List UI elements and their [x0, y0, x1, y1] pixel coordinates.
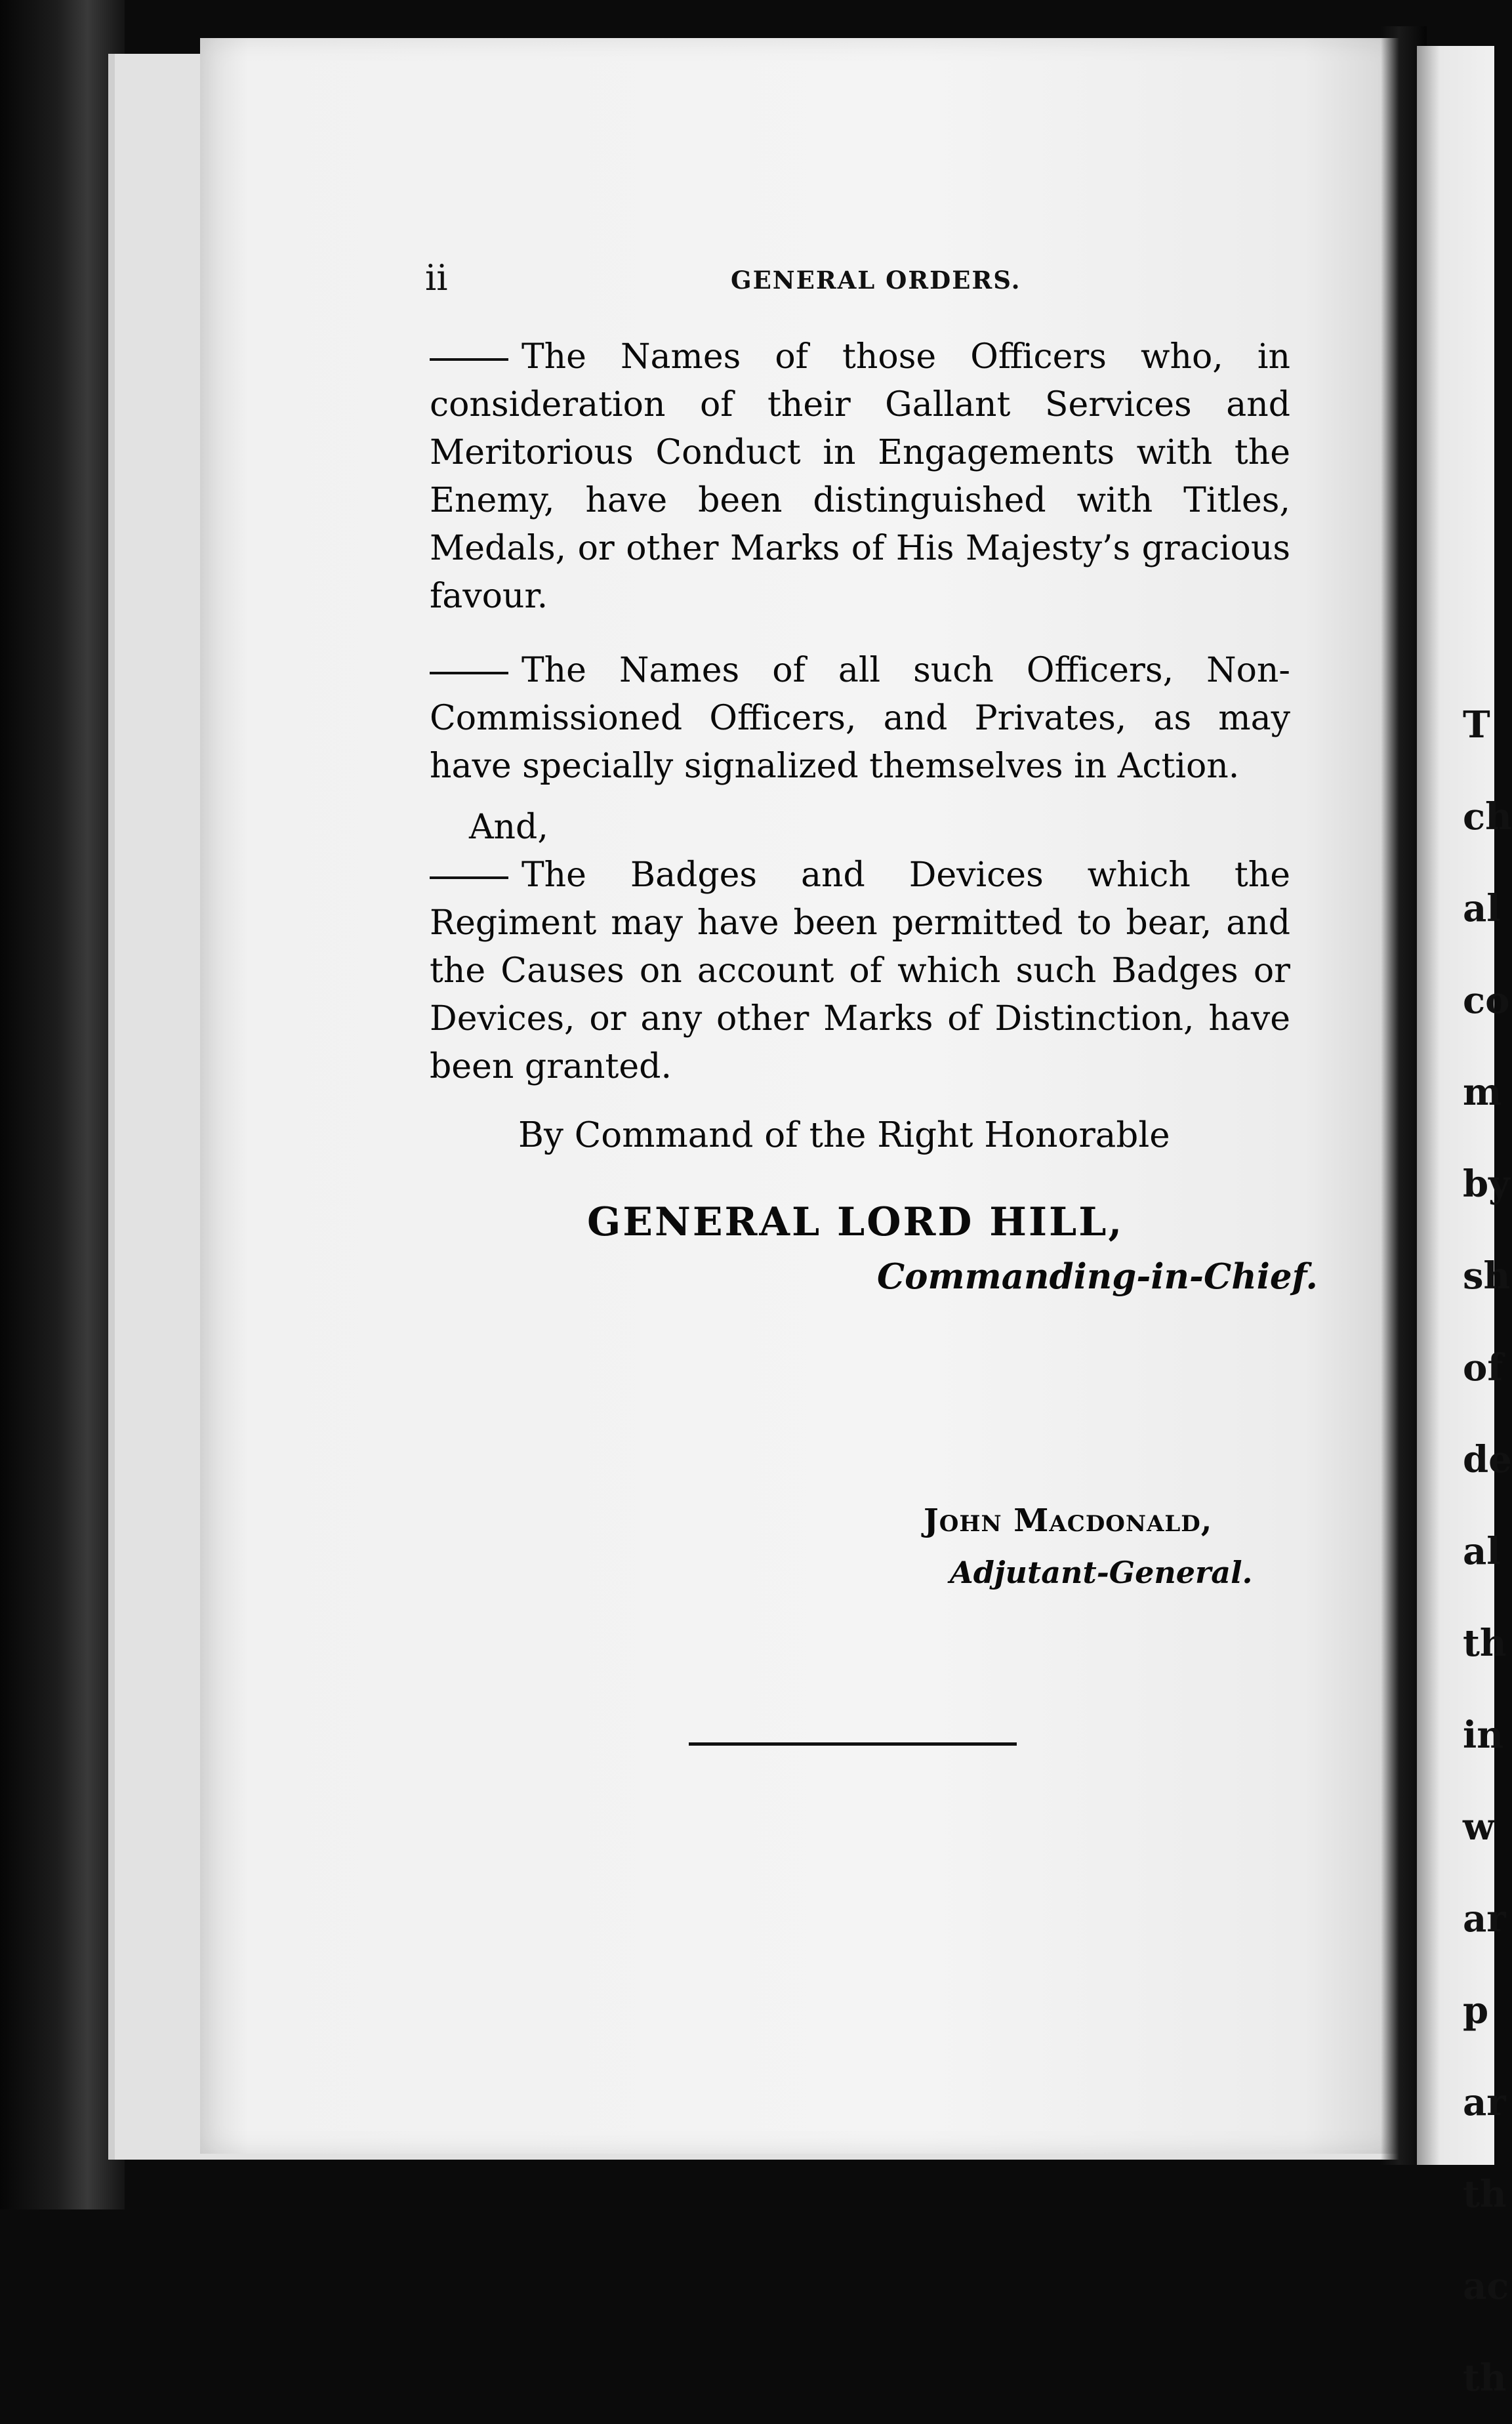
facing-letter: ac — [1463, 2265, 1509, 2308]
general-title: Commanding-in-Chief. — [877, 1256, 1318, 1297]
running-head: GENERAL ORDERS. — [731, 266, 1021, 295]
scan-left-edge — [0, 0, 125, 2209]
body-text — [430, 333, 1290, 1091]
general-name: GENERAL LORD HILL, — [587, 1199, 1124, 1245]
facing-letter: ar — [1463, 2081, 1506, 2124]
facing-letter: by — [1463, 1162, 1510, 1206]
and-line: And, — [469, 808, 548, 847]
facing-letter: ar — [1463, 1897, 1506, 1941]
em-dash-rule — [430, 358, 508, 361]
paragraph-text: The Names of all such Officers, Non-Commissioned Officers, and Privates, as may have specially signalized themselves in Action. — [430, 651, 1290, 786]
facing-letter: T — [1463, 703, 1490, 747]
facing-letter: al — [1463, 887, 1501, 930]
paragraph — [430, 852, 1290, 1091]
facing-letter: of — [1463, 1346, 1503, 1389]
by-command-line: By Command of the Right Honorable — [518, 1115, 1170, 1155]
closing-rule — [689, 1742, 1017, 1746]
page-number: ii — [425, 257, 448, 298]
paragraph-text: The Badges and Devices which the Regiment may have been permitted to bear, and the Causes on account of which such Badges or Devices, or any other Marks of Distinction, have been granted. — [430, 855, 1290, 1086]
facing-letter: de — [1463, 1438, 1512, 1481]
paragraph-text: The Names of those Officers who, in consideration of their Gallant Services and Meritorious Conduct in Engagements with the Enemy, have been distinguished with Titles, Medals, or other Marks of His Majesty’s gracious favour. — [430, 337, 1290, 616]
facing-letter: w — [1463, 1805, 1495, 1849]
facing-letter: in — [1463, 1714, 1503, 1757]
facing-letter: th — [1463, 1622, 1507, 1665]
facing-letter: ch — [1463, 795, 1512, 838]
facing-letter: sh — [1463, 1254, 1511, 1298]
paragraph — [430, 647, 1290, 791]
em-dash-rule — [430, 672, 508, 674]
facing-letter: th — [1463, 2173, 1507, 2216]
facing-letter: co — [1463, 979, 1510, 1022]
facing-letter: p — [1463, 1989, 1489, 2032]
facing-letter: th — [1463, 2356, 1507, 2400]
adjutant-title: Adjutant-General. — [950, 1555, 1253, 1590]
facing-letter: al — [1463, 1530, 1501, 1573]
facing-page-text — [1463, 679, 1512, 2424]
adjutant-name: John Macdonald, — [924, 1502, 1213, 1539]
em-dash-rule — [430, 876, 508, 879]
paragraph — [430, 333, 1290, 621]
facing-letter: m — [1463, 1071, 1502, 1114]
